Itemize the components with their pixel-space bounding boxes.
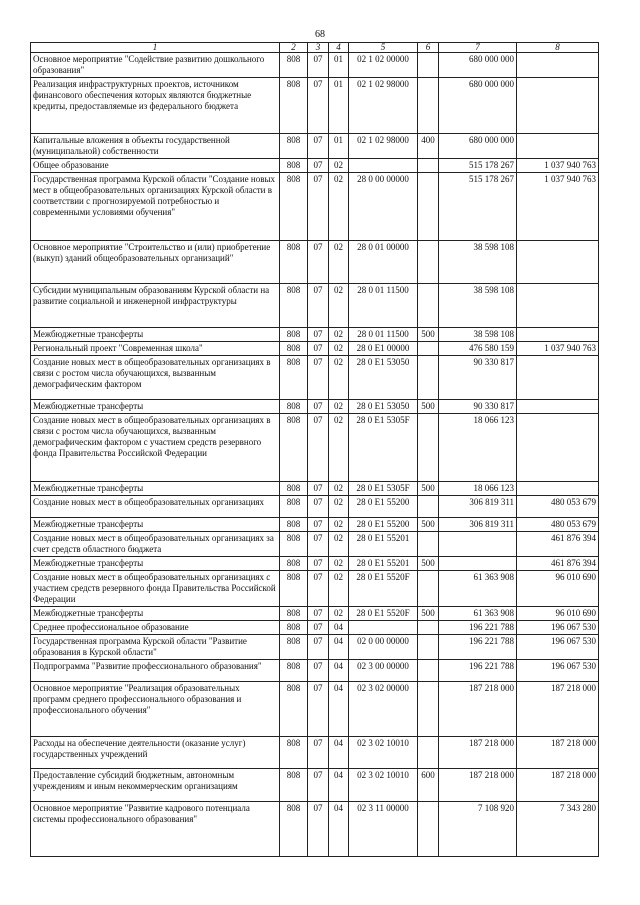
cell-col6: 500 <box>418 607 439 621</box>
cell-col5: 28 0 E1 5520F <box>349 571 418 607</box>
cell-col7: 61 363 908 <box>439 571 517 607</box>
row-name: Расходы на обеспечение деятельности (оказание услуг) государственных учреждений <box>31 737 280 769</box>
cell-col5: 02 3 02 00000 <box>349 682 418 737</box>
cell-col7: 515 178 267 <box>439 173 517 241</box>
cell-col5: 28 0 E1 55201 <box>349 532 418 557</box>
row-name: Межбюджетные трансферты <box>31 607 280 621</box>
cell-col3: 07 <box>308 173 329 241</box>
row-name: Подпрограмма "Развитие профессионального образования" <box>31 660 280 682</box>
cell-col2: 808 <box>280 557 308 571</box>
cell-col3: 07 <box>308 532 329 557</box>
cell-col2: 808 <box>280 660 308 682</box>
cell-col3: 07 <box>308 518 329 532</box>
table-row <box>31 414 599 482</box>
cell-col4: 02 <box>329 414 349 482</box>
cell-col3: 07 <box>308 802 329 857</box>
cell-col3: 07 <box>308 328 329 342</box>
row-name: Основное мероприятие "Содействие развитию дошкольного образования" <box>31 53 280 78</box>
cell-col4: 02 <box>329 241 349 284</box>
cell-col4: 02 <box>329 284 349 328</box>
cell-col2: 808 <box>280 682 308 737</box>
row-name: Капитальные вложения в объекты государственной (муниципальной) собственности <box>31 134 280 159</box>
table-row <box>31 241 599 284</box>
row-name: Создание новых мест в общеобразовательных организациях за счет средств областного бюджета <box>31 532 280 557</box>
cell-col5: 02 3 11 00000 <box>349 802 418 857</box>
cell-col8: 1 037 940 763 <box>517 342 599 356</box>
cell-col7: 187 218 000 <box>439 769 517 802</box>
column-number: 4 <box>329 43 349 53</box>
cell-col5: 28 0 E1 55200 <box>349 518 418 532</box>
cell-col7 <box>439 532 517 557</box>
cell-col4: 04 <box>329 635 349 660</box>
table-row <box>31 356 599 400</box>
row-name: Создание новых мест в общеобразовательных организациях с участием средств резервного фонда Правительства Российской Федерации <box>31 571 280 607</box>
cell-col6 <box>418 173 439 241</box>
cell-col2: 808 <box>280 53 308 78</box>
row-name: Межбюджетные трансферты <box>31 400 280 414</box>
cell-col7: 515 178 267 <box>439 159 517 173</box>
cell-col2: 808 <box>280 414 308 482</box>
cell-col5: 28 0 E1 00000 <box>349 342 418 356</box>
cell-col2: 808 <box>280 241 308 284</box>
cell-col6 <box>418 241 439 284</box>
cell-col3: 07 <box>308 682 329 737</box>
cell-col2: 808 <box>280 532 308 557</box>
cell-col7: 196 221 788 <box>439 660 517 682</box>
cell-col6 <box>418 532 439 557</box>
cell-col2: 808 <box>280 482 308 496</box>
cell-col7: 196 221 788 <box>439 635 517 660</box>
column-number: 2 <box>280 43 308 53</box>
cell-col3: 07 <box>308 621 329 635</box>
cell-col4: 02 <box>329 173 349 241</box>
cell-col8 <box>517 400 599 414</box>
cell-col8: 96 010 690 <box>517 571 599 607</box>
cell-col8 <box>517 482 599 496</box>
cell-col8: 461 876 394 <box>517 532 599 557</box>
cell-col6 <box>418 284 439 328</box>
cell-col5: 28 0 E1 5520F <box>349 607 418 621</box>
cell-col6 <box>418 635 439 660</box>
cell-col5: 02 3 00 00000 <box>349 660 418 682</box>
table-row <box>31 660 599 682</box>
cell-col6 <box>418 342 439 356</box>
cell-col4: 02 <box>329 356 349 400</box>
column-number: 5 <box>349 43 418 53</box>
cell-col8: 461 876 394 <box>517 557 599 571</box>
cell-col3: 07 <box>308 660 329 682</box>
cell-col5 <box>349 621 418 635</box>
cell-col7: 38 598 108 <box>439 284 517 328</box>
cell-col7: 306 819 311 <box>439 496 517 518</box>
cell-col4: 02 <box>329 328 349 342</box>
cell-col6: 500 <box>418 400 439 414</box>
cell-col7: 187 218 000 <box>439 737 517 769</box>
cell-col6: 500 <box>418 557 439 571</box>
cell-col5: 28 0 01 11500 <box>349 284 418 328</box>
cell-col3: 07 <box>308 571 329 607</box>
table-row <box>31 159 599 173</box>
table-row <box>31 737 599 769</box>
cell-col8: 7 343 280 <box>517 802 599 857</box>
cell-col6: 400 <box>418 134 439 159</box>
cell-col5: 28 0 E1 5305F <box>349 482 418 496</box>
table-row <box>31 400 599 414</box>
table-row <box>31 328 599 342</box>
row-name: Общее образование <box>31 159 280 173</box>
cell-col4: 01 <box>329 78 349 134</box>
cell-col7: 196 221 788 <box>439 621 517 635</box>
table-row <box>31 284 599 328</box>
column-number: 1 <box>31 43 280 53</box>
cell-col6 <box>418 159 439 173</box>
table-row <box>31 342 599 356</box>
cell-col3: 07 <box>308 159 329 173</box>
cell-col6 <box>418 737 439 769</box>
cell-col2: 808 <box>280 342 308 356</box>
page-number: 68 <box>315 29 325 40</box>
cell-col6: 500 <box>418 328 439 342</box>
cell-col8 <box>517 284 599 328</box>
row-name: Государственная программа Курской области "Развитие образования в Курской области" <box>31 635 280 660</box>
cell-col8: 480 053 679 <box>517 496 599 518</box>
row-name: Реализация инфраструктурных проектов, источником финансового обеспечения которых являются бюджетные кредиты, предоставляемые из федерального бюджета <box>31 78 280 134</box>
row-name: Межбюджетные трансферты <box>31 518 280 532</box>
cell-col3: 07 <box>308 356 329 400</box>
cell-col4: 02 <box>329 482 349 496</box>
cell-col2: 808 <box>280 284 308 328</box>
cell-col3: 07 <box>308 482 329 496</box>
cell-col4: 02 <box>329 342 349 356</box>
cell-col4: 01 <box>329 53 349 78</box>
column-number: 3 <box>308 43 329 53</box>
row-name: Создание новых мест в общеобразовательных организациях в связи с ростом числа обучающихся, вызванным демографическим фактором <box>31 356 280 400</box>
cell-col6 <box>418 78 439 134</box>
cell-col7: 90 330 817 <box>439 400 517 414</box>
cell-col2: 808 <box>280 400 308 414</box>
table-row <box>31 173 599 241</box>
cell-col5: 02 1 02 00000 <box>349 53 418 78</box>
cell-col2: 808 <box>280 78 308 134</box>
cell-col3: 07 <box>308 284 329 328</box>
cell-col7: 476 580 159 <box>439 342 517 356</box>
cell-col8 <box>517 356 599 400</box>
cell-col2: 808 <box>280 356 308 400</box>
row-name: Межбюджетные трансферты <box>31 328 280 342</box>
cell-col2: 808 <box>280 173 308 241</box>
table-row <box>31 635 599 660</box>
cell-col2: 808 <box>280 159 308 173</box>
cell-col6 <box>418 621 439 635</box>
cell-col2: 808 <box>280 769 308 802</box>
row-name: Региональный проект "Современная школа" <box>31 342 280 356</box>
table-row <box>31 571 599 607</box>
cell-col2: 808 <box>280 134 308 159</box>
cell-col5: 28 0 E1 5305F <box>349 414 418 482</box>
cell-col4: 02 <box>329 532 349 557</box>
cell-col8: 187 218 000 <box>517 682 599 737</box>
cell-col4: 01 <box>329 134 349 159</box>
row-name: Создание новых мест в общеобразовательных организациях в связи с ростом числа обучающихся, вызванным демографическим фактором с участием средств резервного фонда Правительства Российской Федерации <box>31 414 280 482</box>
table-row <box>31 482 599 496</box>
cell-col5: 28 0 E1 55201 <box>349 557 418 571</box>
cell-col8: 196 067 530 <box>517 660 599 682</box>
cell-col8 <box>517 241 599 284</box>
cell-col5: 28 0 E1 53050 <box>349 400 418 414</box>
cell-col2: 808 <box>280 518 308 532</box>
cell-col5: 02 1 02 98000 <box>349 78 418 134</box>
row-name: Среднее профессиональное образование <box>31 621 280 635</box>
cell-col3: 07 <box>308 241 329 284</box>
cell-col4: 04 <box>329 802 349 857</box>
cell-col6 <box>418 356 439 400</box>
row-name: Основное мероприятие "Реализация образовательных программ среднего профессионального образования и профессионального обучения" <box>31 682 280 737</box>
cell-col3: 07 <box>308 557 329 571</box>
cell-col5: 28 0 E1 55200 <box>349 496 418 518</box>
cell-col8: 96 010 690 <box>517 607 599 621</box>
cell-col6 <box>418 571 439 607</box>
cell-col8 <box>517 134 599 159</box>
cell-col7: 61 363 908 <box>439 607 517 621</box>
cell-col7: 18 066 123 <box>439 414 517 482</box>
cell-col3: 07 <box>308 769 329 802</box>
cell-col3: 07 <box>308 737 329 769</box>
cell-col5: 02 0 00 00000 <box>349 635 418 660</box>
cell-col7: 38 598 108 <box>439 328 517 342</box>
cell-col7: 680 000 000 <box>439 53 517 78</box>
cell-col2: 808 <box>280 328 308 342</box>
cell-col6 <box>418 660 439 682</box>
cell-col4: 04 <box>329 737 349 769</box>
cell-col6 <box>418 802 439 857</box>
table-row <box>31 496 599 518</box>
cell-col5: 28 0 01 11500 <box>349 328 418 342</box>
cell-col5 <box>349 159 418 173</box>
cell-col4: 02 <box>329 400 349 414</box>
row-name: Основное мероприятие "Строительство и (или) приобретение (выкуп) зданий общеобразовательных организаций" <box>31 241 280 284</box>
table-row <box>31 769 599 802</box>
table-body <box>31 53 599 857</box>
table-row <box>31 518 599 532</box>
cell-col3: 07 <box>308 53 329 78</box>
cell-col7: 90 330 817 <box>439 356 517 400</box>
cell-col3: 07 <box>308 134 329 159</box>
row-name: Межбюджетные трансферты <box>31 482 280 496</box>
cell-col8 <box>517 53 599 78</box>
cell-col3: 07 <box>308 414 329 482</box>
cell-col2: 808 <box>280 802 308 857</box>
cell-col3: 07 <box>308 607 329 621</box>
cell-col8: 196 067 530 <box>517 621 599 635</box>
column-number-row <box>31 43 599 53</box>
cell-col6 <box>418 414 439 482</box>
cell-col8: 1 037 940 763 <box>517 159 599 173</box>
cell-col6: 600 <box>418 769 439 802</box>
table-row <box>31 802 599 857</box>
row-name: Межбюджетные трансферты <box>31 557 280 571</box>
cell-col8 <box>517 328 599 342</box>
table-row <box>31 682 599 737</box>
row-name: Основное мероприятие "Развитие кадрового потенциала системы профессионального образования" <box>31 802 280 857</box>
cell-col4: 02 <box>329 557 349 571</box>
cell-col4: 02 <box>329 607 349 621</box>
cell-col2: 808 <box>280 607 308 621</box>
cell-col5: 28 0 01 00000 <box>349 241 418 284</box>
cell-col6 <box>418 53 439 78</box>
cell-col6 <box>418 682 439 737</box>
cell-col8: 480 053 679 <box>517 518 599 532</box>
table-row <box>31 607 599 621</box>
cell-col2: 808 <box>280 496 308 518</box>
table-row <box>31 621 599 635</box>
cell-col3: 07 <box>308 78 329 134</box>
cell-col2: 808 <box>280 737 308 769</box>
cell-col3: 07 <box>308 400 329 414</box>
cell-col7: 306 819 311 <box>439 518 517 532</box>
cell-col4: 02 <box>329 571 349 607</box>
cell-col2: 808 <box>280 621 308 635</box>
cell-col4: 02 <box>329 518 349 532</box>
cell-col8: 187 218 000 <box>517 737 599 769</box>
cell-col3: 07 <box>308 496 329 518</box>
cell-col4: 02 <box>329 496 349 518</box>
cell-col6 <box>418 496 439 518</box>
cell-col7: 38 598 108 <box>439 241 517 284</box>
column-number: 6 <box>418 43 439 53</box>
table-row <box>31 532 599 557</box>
cell-col5: 02 3 02 10010 <box>349 737 418 769</box>
table-row <box>31 134 599 159</box>
cell-col8 <box>517 414 599 482</box>
row-name: Субсидии муниципальным образованиям Курской области на развитие социальной и инженерной инфраструктуры <box>31 284 280 328</box>
cell-col4: 04 <box>329 621 349 635</box>
table-row <box>31 78 599 134</box>
cell-col5: 02 1 02 98000 <box>349 134 418 159</box>
cell-col5: 28 0 00 00000 <box>349 173 418 241</box>
cell-col6: 500 <box>418 518 439 532</box>
cell-col3: 07 <box>308 342 329 356</box>
cell-col2: 808 <box>280 571 308 607</box>
cell-col7: 18 066 123 <box>439 482 517 496</box>
row-name: Государственная программа Курской области "Создание новых мест в общеобразовательных организациях Курской области в соответствии с прогнозируемой потребностью и современными условиями обучения" <box>31 173 280 241</box>
cell-col7: 680 000 000 <box>439 78 517 134</box>
cell-col2: 808 <box>280 635 308 660</box>
cell-col4: 04 <box>329 660 349 682</box>
cell-col7: 187 218 000 <box>439 682 517 737</box>
cell-col8: 187 218 000 <box>517 769 599 802</box>
column-number: 8 <box>517 43 599 53</box>
column-number: 7 <box>439 43 517 53</box>
table-row <box>31 557 599 571</box>
row-name: Создание новых мест в общеобразовательных организациях <box>31 496 280 518</box>
cell-col3: 07 <box>308 635 329 660</box>
cell-col4: 04 <box>329 682 349 737</box>
row-name: Предоставление субсидий бюджетным, автономным учреждениям и иным некоммерческим организациям <box>31 769 280 802</box>
cell-col4: 02 <box>329 159 349 173</box>
cell-col7: 7 108 920 <box>439 802 517 857</box>
cell-col8: 196 067 530 <box>517 635 599 660</box>
cell-col6: 500 <box>418 482 439 496</box>
cell-col8 <box>517 78 599 134</box>
cell-col5: 02 3 02 10010 <box>349 769 418 802</box>
cell-col7 <box>439 557 517 571</box>
cell-col7: 680 000 000 <box>439 134 517 159</box>
cell-col5: 28 0 E1 53050 <box>349 356 418 400</box>
table-row <box>31 53 599 78</box>
cell-col4: 04 <box>329 769 349 802</box>
cell-col8: 1 037 940 763 <box>517 173 599 241</box>
budget-table <box>30 42 599 857</box>
